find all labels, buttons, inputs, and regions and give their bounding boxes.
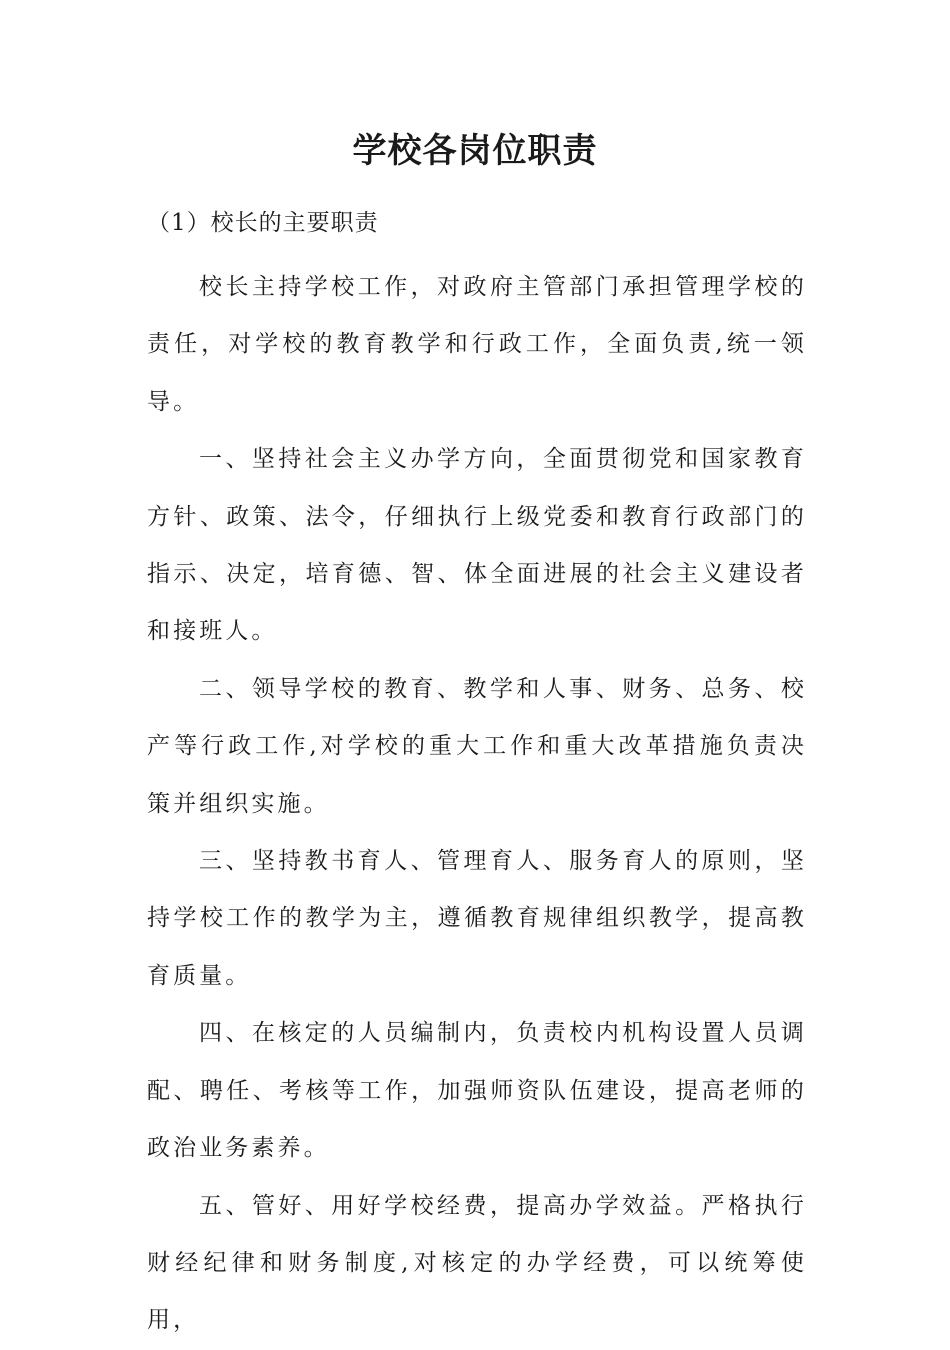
paragraph-duty-2: 二、领导学校的教育、教学和人事、财务、总务、校产等行政工作,对学校的重大工作和重大改革措施负责决策并组织实施。 bbox=[147, 675, 807, 817]
paragraph-duty-4: 四、在核定的人员编制内，负责校内机构设置人员调配、聘任、考核等工作，加强师资队伍建设，提高老师的政治业务素养。 bbox=[147, 1020, 807, 1162]
section-heading: （1）校长的主要职责 bbox=[147, 210, 379, 236]
paragraph-duty-5: 五、管好、用好学校经费，提高办学效益。严格执行财经纪律和财务制度,对核定的办学经费，可以统筹使用， bbox=[147, 1192, 807, 1334]
paragraph-duty-3: 三、坚持教书育人、管理育人、服务育人的原则，坚持学校工作的教学为主，遵循教育规律组织教学，提高教育质量。 bbox=[147, 848, 807, 989]
document-title: 学校各岗位职责 bbox=[352, 131, 598, 171]
paragraph-intro: 校长主持学校工作，对政府主管部门承担管理学校的责任，对学校的教育教学和行政工作，全面负责,统一领导。 bbox=[147, 274, 807, 415]
paragraph-duty-1: 一、坚持社会主义办学方向，全面贯彻党和国家教育方针、政策、法令，仔细执行上级党委和教育行政部门的指示、决定，培育德、智、体全面进展的社会主义建设者和接班人。 bbox=[147, 446, 807, 645]
document-body bbox=[147, 259, 807, 1350]
